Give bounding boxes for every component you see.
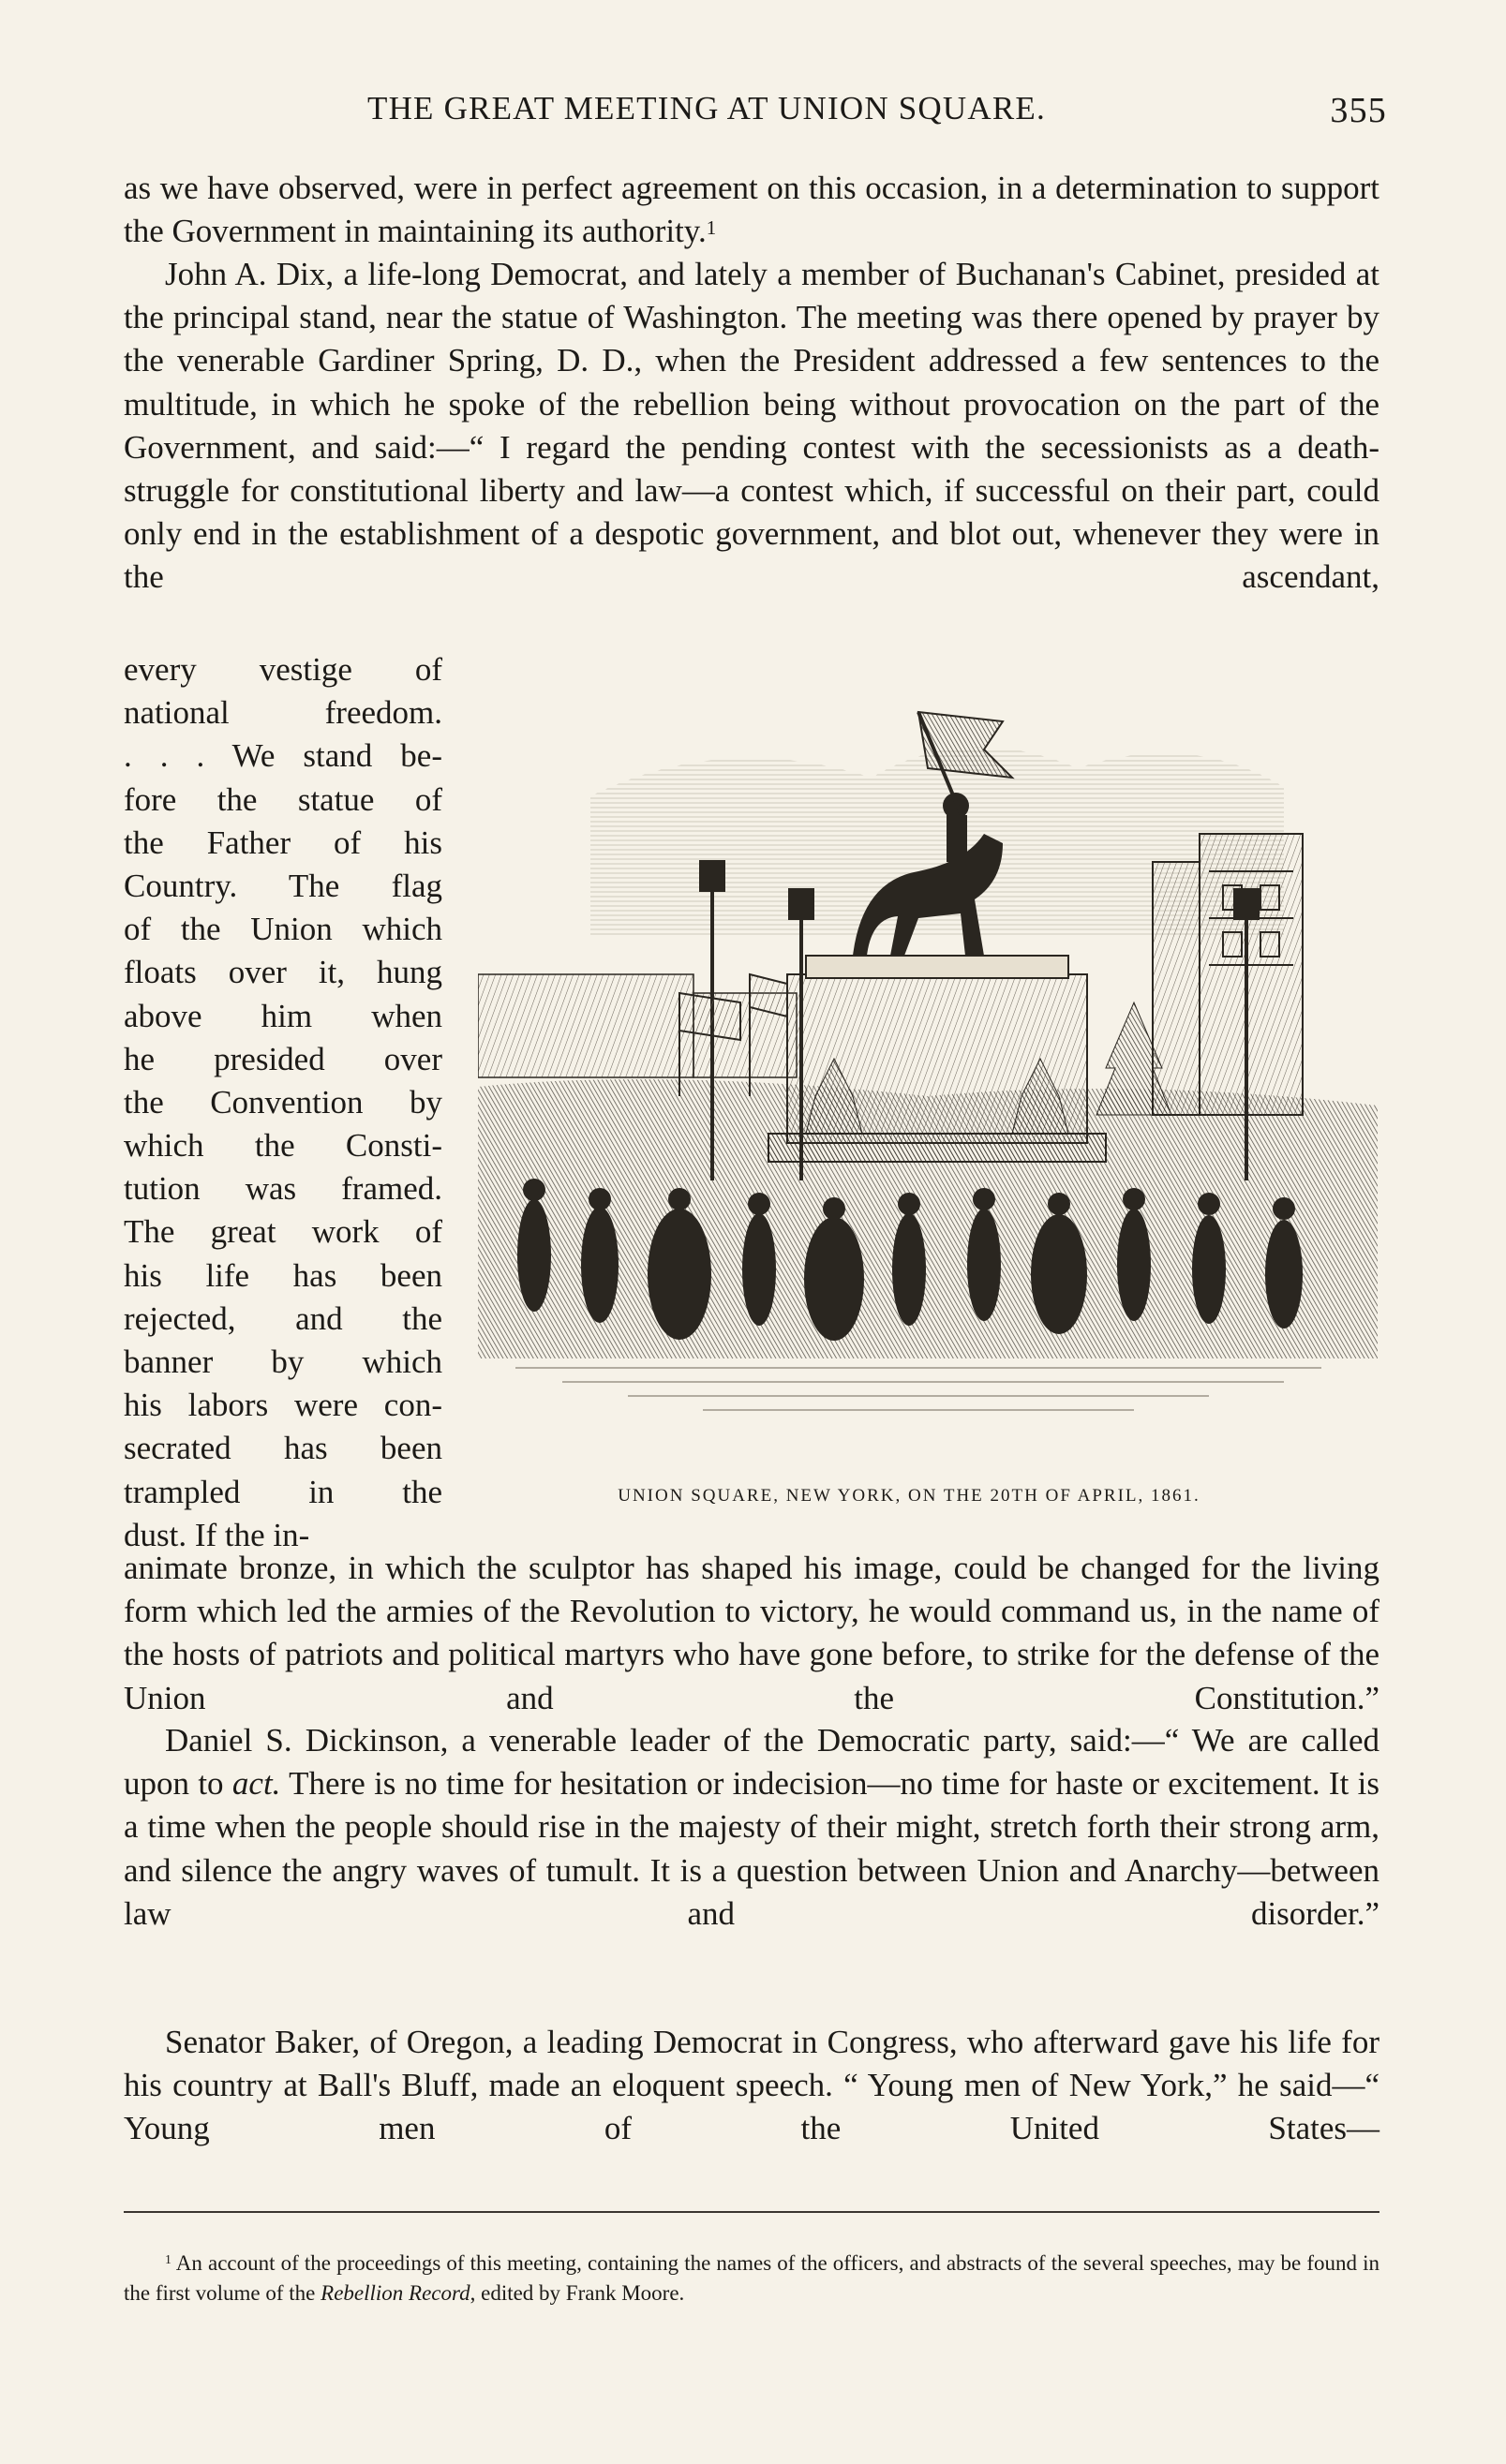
engraving-union-square xyxy=(478,693,1378,1477)
footnote-reference[interactable]: 1 xyxy=(706,216,717,240)
wrapped-line: fore the statue of xyxy=(124,780,442,818)
paragraph-3 xyxy=(124,1719,1379,1936)
paragraph-3-text-b: There is no time for hesitation or indecision—no time for haste or excitement. It is a time when the people should rise in the majesty of their might, stretch forth their strong arm, and silence the angry waves of tumult. It is a question between Union and Anarchy—between law and disorder.” xyxy=(124,1765,1379,1932)
paragraph-2-text: John A. Dix, a life-long Democrat, and lately a member of Buchanan's Cabinet, presided at the principal stand, near the statue of Washington. The meeting was there opened by prayer by the venerable Gardiner Spring, D. D., when the President addressed a few sentences to the multitude, in which he spoke of the rebellion being without provocation on the part of the Government, and said:—“ I regard the pending contest with the secessionists as a death-struggle for constitutional liberty and law—a contest which, if successful on their part, could only end in the establishment of a despotic government, and blot out, whenever they were in the ascendant, xyxy=(124,256,1379,596)
running-head-title: THE GREAT MEETING AT UNION SQUARE. xyxy=(367,90,1046,126)
crowd xyxy=(478,1079,1378,1358)
wrapped-line: every vestige of xyxy=(124,651,442,688)
buildings xyxy=(1153,834,1303,1115)
wrapped-line: the Convention by xyxy=(124,1083,442,1121)
wrapped-line: which the Consti- xyxy=(124,1127,442,1165)
paragraph-2-continued xyxy=(124,1547,1379,1720)
wrapped-line: his labors were con- xyxy=(124,1387,442,1424)
footnote-divider xyxy=(124,2211,1379,2213)
wrapped-line: Country. The flag xyxy=(124,867,442,904)
page-number: 355 xyxy=(1330,91,1387,130)
footnote-text-b: , edited by Frank Moore. xyxy=(470,2281,685,2305)
paragraph-1-text: as we have observed, were in perfect agreement on this occasion, in a determination to support the Government in maintaining its authority. xyxy=(124,170,1379,250)
footnote-marker: 1 xyxy=(165,2252,171,2266)
paragraph-1 xyxy=(124,167,1379,253)
wrapped-line: he presided over xyxy=(124,1040,442,1077)
figure-caption: UNION SQUARE, NEW YORK, ON THE 20TH OF APRIL, 1861. xyxy=(618,1486,1200,1506)
wrapped-line: . . . We stand be- xyxy=(124,737,442,775)
paragraph-2 xyxy=(124,253,1379,600)
wrapped-line: the Father of his xyxy=(124,824,442,861)
paragraph-3-emphasis: act. xyxy=(231,1765,281,1803)
wrapped-line: floats over it, hung xyxy=(124,954,442,991)
paragraph-3-text-a: Daniel S. Dickinson, a venerable leader of the Democratic party, said:—“ We are called upon to xyxy=(124,1722,1379,1803)
wrapped-line: rejected, and the xyxy=(124,1299,442,1337)
wrapped-line: of the Union which xyxy=(124,911,442,948)
wrapped-line: national freedom. xyxy=(124,694,442,732)
paragraph-2-end-text: animate bronze, in which the sculptor has shaped his image, could be changed for the living form which led the armies of the Revolution to victory, he would command us, in the name of the hosts of patriots and political martyrs who have gone before, to strike for the defense of the Union and the Constitution.” xyxy=(124,1550,1379,1716)
paragraph-4-text: Senator Baker, of Oregon, a leading Democrat in Congress, who afterward gave his life for his country at Ball's Bluff, made an eloquent speech. “ Young men of New York,” he said—“ Young men of the United States— xyxy=(124,2024,1379,2147)
footnote-book-title: Rebellion Record xyxy=(321,2281,470,2305)
paragraph-4 xyxy=(124,2021,1379,2151)
engraving-illustration xyxy=(478,693,1378,1477)
wrapped-line: trampled in the xyxy=(124,1473,442,1510)
paragraph-2-wrapped-column xyxy=(124,648,442,1557)
wrapped-line: secrated has been xyxy=(124,1430,442,1467)
footnote-text-a: An account of the proceedings of this meeting, containing the names of the officers, and abstracts of the several speeches, may be found in the first volume of the xyxy=(124,2251,1379,2305)
wrapped-line: tution was framed. xyxy=(124,1170,442,1208)
wrapped-line: banner by which xyxy=(124,1343,442,1380)
running-head xyxy=(122,90,1387,135)
footnote xyxy=(124,2249,1379,2308)
wrapped-line: his life has been xyxy=(124,1256,442,1294)
wrapped-line: dust. If the in- xyxy=(124,1516,310,1553)
wrapped-line: above him when xyxy=(124,997,442,1034)
wrapped-line: The great work of xyxy=(124,1213,442,1251)
